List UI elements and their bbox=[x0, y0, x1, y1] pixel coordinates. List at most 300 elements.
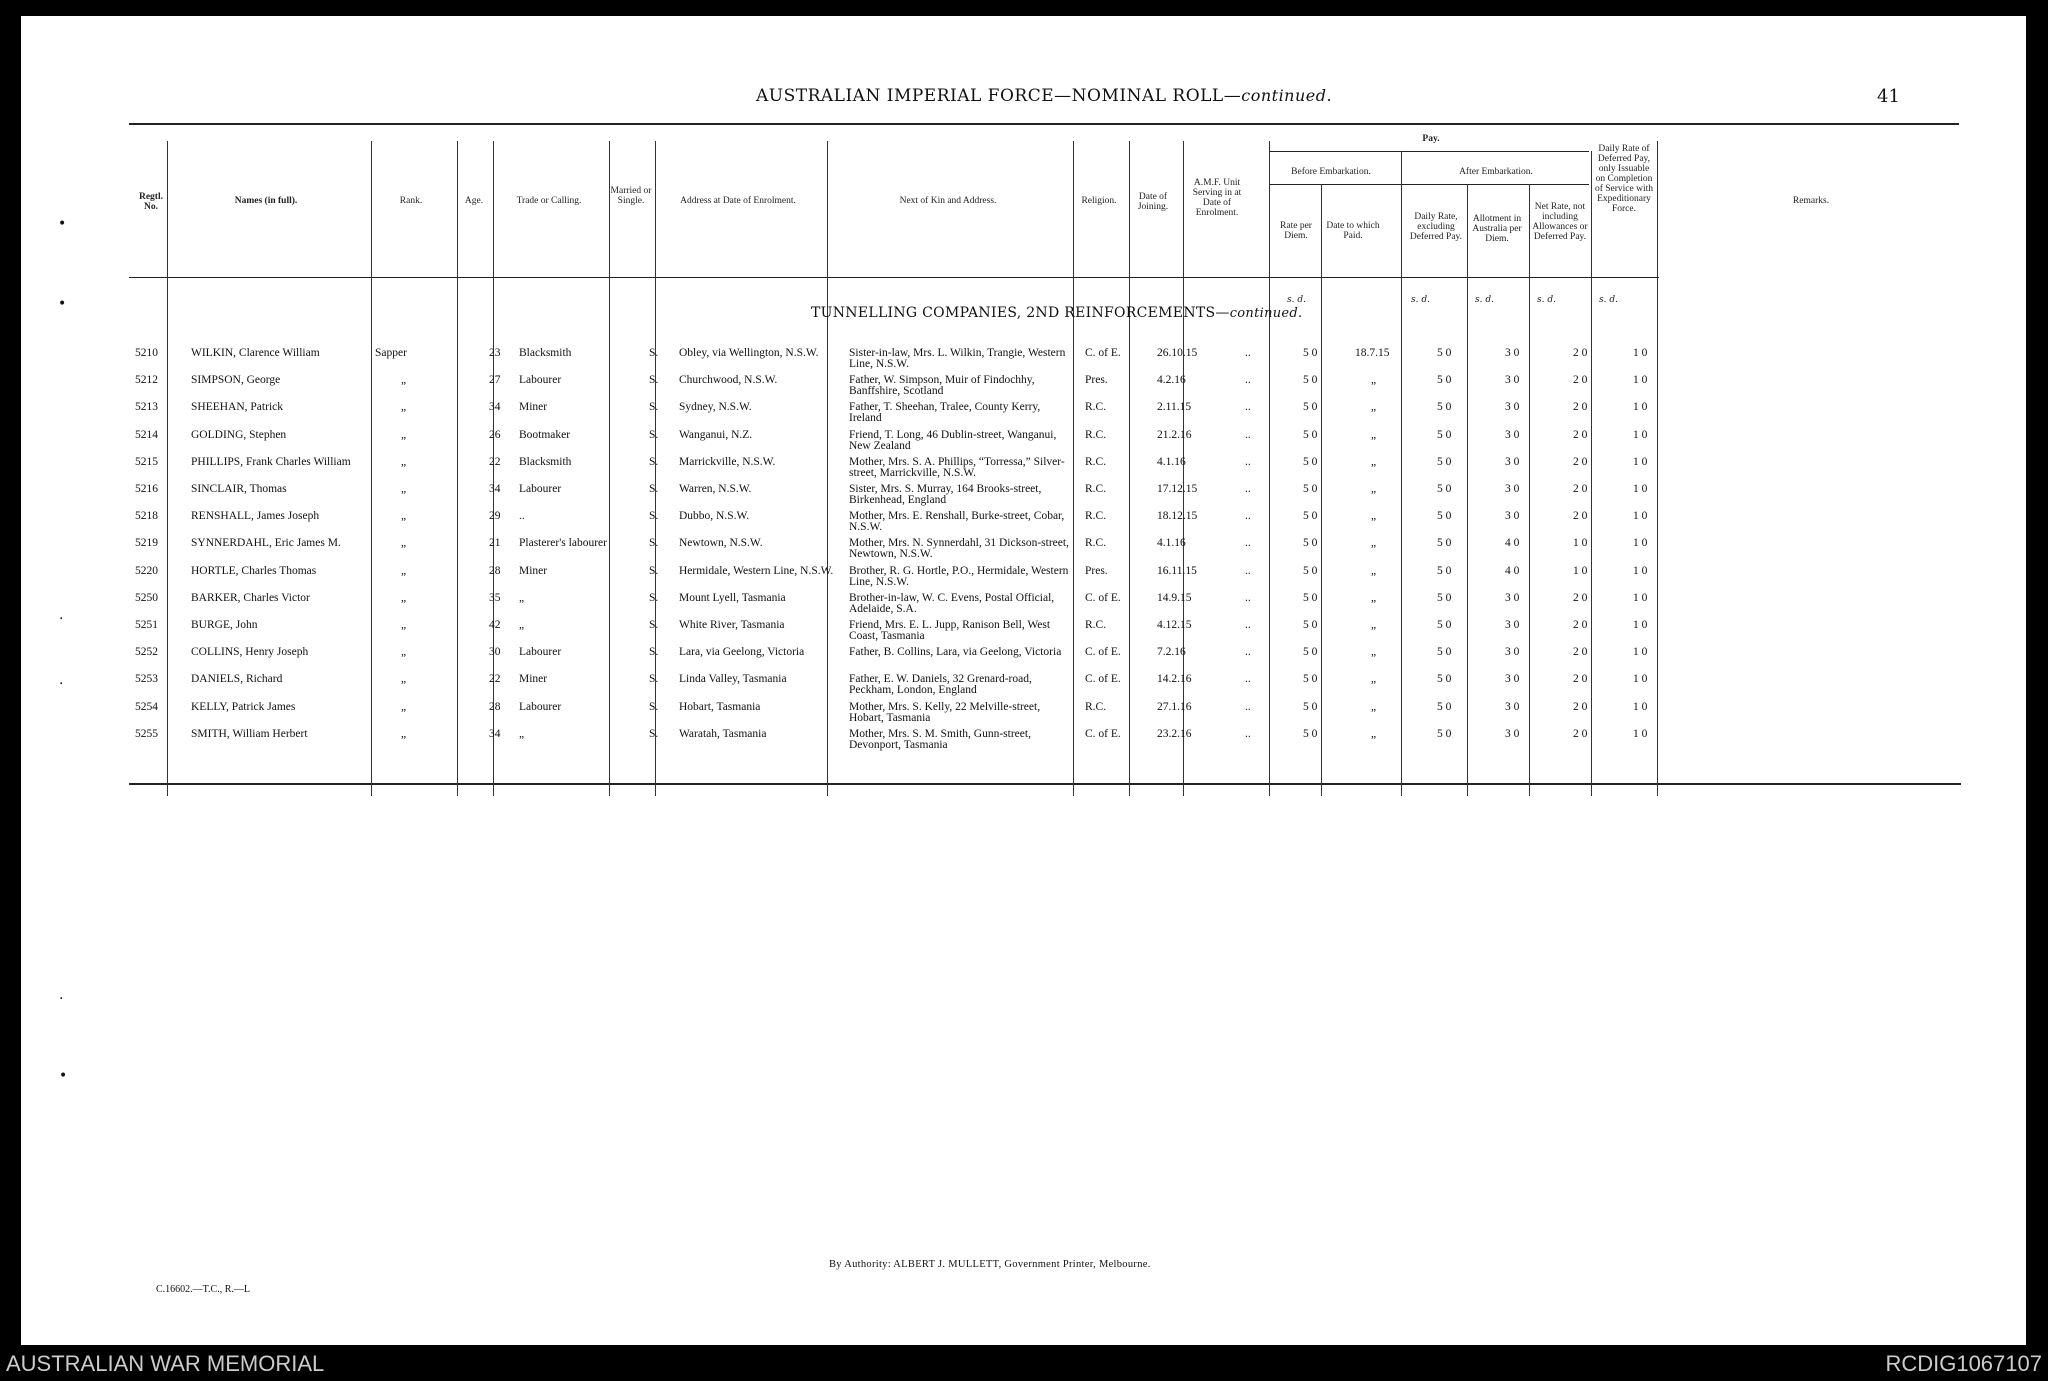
age: 23 bbox=[489, 347, 501, 359]
column-divider bbox=[1529, 184, 1530, 796]
address: Dubbo, N.S.W. bbox=[679, 510, 750, 523]
section-heading-continued: continued. bbox=[1229, 306, 1303, 321]
amf-unit: .. bbox=[1245, 591, 1251, 604]
rank: „ bbox=[401, 428, 407, 441]
net-rate: 1 0 bbox=[1573, 537, 1588, 550]
column-divider bbox=[1657, 141, 1658, 796]
unit-sd-label: s. d. bbox=[1475, 295, 1494, 305]
date-to-which-paid: „ bbox=[1371, 455, 1377, 468]
daily-rate: 5 0 bbox=[1437, 646, 1452, 659]
address: Sydney, N.S.W. bbox=[679, 401, 752, 414]
date-to-which-paid: „ bbox=[1371, 673, 1377, 686]
amf-unit: .. bbox=[1245, 428, 1251, 441]
address: Wanganui, N.Z. bbox=[679, 428, 753, 441]
marital-status: S. bbox=[649, 646, 659, 659]
amf-unit: .. bbox=[1245, 483, 1251, 495]
net-rate: 2 0 bbox=[1573, 374, 1588, 387]
rank: „ bbox=[401, 374, 407, 387]
net-rate: 2 0 bbox=[1573, 401, 1588, 414]
date-to-which-paid: „ bbox=[1371, 428, 1377, 441]
regtl-no: 5215 bbox=[135, 455, 158, 468]
col-married: Married or Single. bbox=[610, 186, 652, 206]
next-of-kin: Friend, T. Long, 46 Dublin-street, Wanganui, New Zealand bbox=[849, 428, 1057, 452]
unit-sd-label: s. d. bbox=[1411, 295, 1430, 305]
rate-per-diem: 5 0 bbox=[1303, 455, 1318, 468]
date-of-joining: 17.12.15 bbox=[1157, 483, 1198, 495]
deferred-pay: 1 0 bbox=[1633, 483, 1648, 495]
next-of-kin: Mother, Mrs. S. M. Smith, Gunn-street, Devonport, Tasmania bbox=[849, 727, 1031, 751]
page-title bbox=[756, 86, 1332, 106]
pay-rule bbox=[1269, 151, 1589, 152]
age: 22 bbox=[489, 455, 501, 468]
marital-status: S. bbox=[649, 347, 659, 359]
religion: R.C. bbox=[1085, 510, 1107, 523]
soldier-name: SINCLAIR, Thomas bbox=[191, 483, 287, 495]
religion: R.C. bbox=[1085, 700, 1107, 713]
rank: „ bbox=[401, 673, 407, 686]
net-rate: 2 0 bbox=[1573, 619, 1588, 631]
allotment: 3 0 bbox=[1505, 673, 1520, 686]
next-of-kin: Brother, R. G. Hortle, P.O., Hermidale, Western Line, N.S.W. bbox=[849, 564, 1069, 588]
date-to-which-paid: 18.7.15 bbox=[1355, 347, 1390, 359]
trade: Labourer bbox=[519, 374, 562, 387]
regtl-no: 5252 bbox=[135, 646, 158, 659]
col-before-embarkation: Before Embarkation. bbox=[1291, 167, 1371, 177]
col-deferred-pay: Daily Rate of Deferred Pay, only Issuable on Completion of Service with Expeditionary Force. bbox=[1594, 144, 1654, 214]
date-to-which-paid: „ bbox=[1371, 700, 1377, 713]
amf-unit: .. bbox=[1245, 374, 1251, 387]
daily-rate: 5 0 bbox=[1437, 455, 1452, 468]
section-heading-text: TUNNELLING COMPANIES, 2ND REINFORCEMENTS— bbox=[811, 305, 1230, 321]
amf-unit: .. bbox=[1245, 347, 1251, 359]
trade: .. bbox=[519, 510, 525, 523]
regtl-no: 5250 bbox=[135, 591, 158, 604]
address: Waratah, Tasmania bbox=[679, 727, 767, 740]
regtl-no: 5214 bbox=[135, 428, 158, 441]
column-divider bbox=[493, 141, 494, 796]
date-of-joining: 4.12.15 bbox=[1157, 619, 1192, 631]
religion: C. of E. bbox=[1085, 646, 1121, 659]
marital-status: S. bbox=[649, 510, 659, 523]
age: 30 bbox=[489, 646, 501, 659]
daily-rate: 5 0 bbox=[1437, 591, 1452, 604]
rate-per-diem: 5 0 bbox=[1303, 673, 1318, 686]
rank: „ bbox=[401, 564, 407, 577]
regtl-no: 5255 bbox=[135, 727, 158, 740]
age: 26 bbox=[489, 428, 501, 441]
allotment: 3 0 bbox=[1505, 591, 1520, 604]
unit-sd-label: s. d. bbox=[1287, 295, 1306, 305]
rank: „ bbox=[401, 510, 407, 523]
rate-per-diem: 5 0 bbox=[1303, 727, 1318, 740]
daily-rate: 5 0 bbox=[1437, 510, 1452, 523]
address: Lara, via Geelong, Victoria bbox=[679, 646, 805, 659]
date-of-joining: 27.1.16 bbox=[1157, 700, 1192, 713]
marital-status: S. bbox=[649, 455, 659, 468]
age: 42 bbox=[489, 619, 501, 631]
deferred-pay: 1 0 bbox=[1633, 455, 1648, 468]
next-of-kin: Father, W. Simpson, Muir of Findochhy, Banffshire, Scotland bbox=[849, 374, 1035, 398]
net-rate: 2 0 bbox=[1573, 646, 1588, 659]
date-to-which-paid: „ bbox=[1371, 727, 1377, 740]
margin-mark: • bbox=[59, 1068, 68, 1084]
rate-per-diem: 5 0 bbox=[1303, 700, 1318, 713]
column-divider bbox=[371, 141, 372, 796]
section-heading bbox=[811, 305, 1302, 321]
amf-unit: .. bbox=[1245, 727, 1251, 740]
document-page bbox=[21, 16, 2026, 1345]
rank: „ bbox=[401, 700, 407, 713]
religion: C. of E. bbox=[1085, 591, 1121, 604]
col-amf-unit: A.M.F. Unit Serving in at Date of Enrolment. bbox=[1192, 178, 1242, 218]
rate-per-diem: 5 0 bbox=[1303, 401, 1318, 414]
col-remarks: Remarks. bbox=[1792, 196, 1830, 206]
rate-per-diem: 5 0 bbox=[1303, 591, 1318, 604]
deferred-pay: 1 0 bbox=[1633, 564, 1648, 577]
rank: „ bbox=[401, 591, 407, 604]
rate-per-diem: 5 0 bbox=[1303, 347, 1318, 359]
col-date-joining: Date of Joining. bbox=[1137, 192, 1169, 212]
amf-unit: .. bbox=[1245, 401, 1251, 414]
col-allotment: Allotment in Australia per Diem. bbox=[1472, 214, 1522, 244]
date-of-joining: 14.2.16 bbox=[1157, 673, 1192, 686]
net-rate: 2 0 bbox=[1573, 510, 1588, 523]
deferred-pay: 1 0 bbox=[1633, 510, 1648, 523]
age: 28 bbox=[489, 564, 501, 577]
trade: Plasterer's labourer bbox=[519, 537, 607, 550]
archive-label: AUSTRALIAN WAR MEMORIAL bbox=[6, 1351, 325, 1376]
col-rank: Rank. bbox=[399, 196, 423, 206]
trade: Miner bbox=[519, 564, 548, 577]
amf-unit: .. bbox=[1245, 510, 1251, 523]
soldier-name: SMITH, William Herbert bbox=[191, 727, 308, 740]
table-bottom-rule bbox=[129, 783, 1961, 785]
daily-rate: 5 0 bbox=[1437, 727, 1452, 740]
net-rate: 2 0 bbox=[1573, 428, 1588, 441]
rate-per-diem: 5 0 bbox=[1303, 646, 1318, 659]
next-of-kin: Sister, Mrs. S. Murray, 164 Brooks-street, Birkenhead, England bbox=[849, 483, 1042, 506]
deferred-pay: 1 0 bbox=[1633, 673, 1648, 686]
next-of-kin: Sister-in-law, Mrs. L. Wilkin, Trangie, Western Line, N.S.W. bbox=[849, 347, 1066, 370]
margin-mark: • bbox=[58, 216, 67, 232]
date-to-which-paid: „ bbox=[1371, 591, 1377, 604]
regtl-no: 5218 bbox=[135, 510, 158, 523]
date-of-joining: 4.1.16 bbox=[1157, 537, 1186, 550]
daily-rate: 5 0 bbox=[1437, 700, 1452, 713]
amf-unit: .. bbox=[1245, 564, 1251, 577]
next-of-kin: Brother-in-law, W. C. Evens, Postal Official, Adelaide, S.A. bbox=[849, 591, 1055, 615]
unit-sd-label: s. d. bbox=[1599, 295, 1618, 305]
col-after-embarkation: After Embarkation. bbox=[1459, 167, 1533, 177]
date-of-joining: 14.9.15 bbox=[1157, 591, 1192, 604]
regtl-no: 5216 bbox=[135, 483, 158, 495]
trade: Blacksmith bbox=[519, 455, 572, 468]
deferred-pay: 1 0 bbox=[1633, 347, 1648, 359]
allotment: 3 0 bbox=[1505, 428, 1520, 441]
soldier-name: HORTLE, Charles Thomas bbox=[191, 564, 317, 577]
header-bottom-rule bbox=[129, 277, 1659, 278]
archive-id: RCDIG1067107 bbox=[1885, 1351, 2042, 1376]
rank: Sapper bbox=[375, 347, 407, 359]
trade: Labourer bbox=[519, 646, 562, 659]
soldier-name: SIMPSON, George bbox=[191, 374, 281, 387]
marital-status: S. bbox=[649, 564, 659, 577]
age: 34 bbox=[489, 401, 501, 414]
age: 27 bbox=[489, 374, 501, 387]
rank: „ bbox=[401, 401, 407, 414]
age: 35 bbox=[489, 591, 501, 604]
address: Linda Valley, Tasmania bbox=[679, 673, 787, 686]
date-of-joining: 16.11.15 bbox=[1157, 564, 1197, 577]
date-to-which-paid: „ bbox=[1371, 483, 1377, 495]
column-divider bbox=[655, 141, 656, 796]
date-of-joining: 4.1.16 bbox=[1157, 455, 1186, 468]
next-of-kin: Mother, Mrs. N. Synnerdahl, 31 Dickson-street, Newtown, N.S.W. bbox=[849, 537, 1069, 561]
net-rate: 2 0 bbox=[1573, 455, 1588, 468]
printer-authority: By Authority: ALBERT J. MULLETT, Government Printer, Melbourne. bbox=[829, 1259, 1151, 1270]
margin-mark: · bbox=[59, 991, 64, 1007]
soldier-name: SHEEHAN, Patrick bbox=[191, 401, 283, 414]
regtl-no: 5251 bbox=[135, 619, 158, 631]
religion: Pres. bbox=[1085, 564, 1108, 577]
age: 29 bbox=[489, 510, 501, 523]
column-divider bbox=[1591, 151, 1592, 796]
date-of-joining: 7.2.16 bbox=[1157, 646, 1186, 659]
address: Mount Lyell, Tasmania bbox=[679, 591, 786, 604]
next-of-kin: Friend, Mrs. E. L. Jupp, Ranison Bell, West Coast, Tasmania bbox=[849, 619, 1051, 642]
address: Obley, via Wellington, N.S.W. bbox=[679, 347, 819, 359]
column-divider bbox=[1269, 141, 1270, 796]
rank: „ bbox=[401, 455, 407, 468]
daily-rate: 5 0 bbox=[1437, 428, 1452, 441]
col-net-rate: Net Rate, not including Allowances or Deferred Pay. bbox=[1532, 202, 1588, 242]
daily-rate: 5 0 bbox=[1437, 374, 1452, 387]
column-divider bbox=[167, 141, 168, 796]
address: Hobart, Tasmania bbox=[679, 700, 761, 713]
trade: „ bbox=[519, 591, 525, 604]
religion: R.C. bbox=[1085, 455, 1107, 468]
rate-per-diem: 5 0 bbox=[1303, 619, 1318, 631]
deferred-pay: 1 0 bbox=[1633, 401, 1648, 414]
religion: Pres. bbox=[1085, 374, 1108, 387]
trade: „ bbox=[519, 619, 525, 631]
column-divider bbox=[1467, 184, 1468, 796]
rate-per-diem: 5 0 bbox=[1303, 537, 1318, 550]
soldier-name: COLLINS, Henry Joseph bbox=[191, 646, 309, 659]
regtl-no: 5220 bbox=[135, 564, 158, 577]
net-rate: 2 0 bbox=[1573, 483, 1588, 495]
net-rate: 2 0 bbox=[1573, 347, 1588, 359]
daily-rate: 5 0 bbox=[1437, 537, 1452, 550]
address: Churchwood, N.S.W. bbox=[679, 374, 778, 387]
marital-status: S. bbox=[649, 591, 659, 604]
religion: R.C. bbox=[1085, 619, 1107, 631]
rate-per-diem: 5 0 bbox=[1303, 428, 1318, 441]
trade: Miner bbox=[519, 673, 548, 686]
deferred-pay: 1 0 bbox=[1633, 591, 1648, 604]
column-divider bbox=[1183, 141, 1184, 796]
net-rate: 2 0 bbox=[1573, 673, 1588, 686]
marital-status: S. bbox=[649, 483, 659, 495]
age: 21 bbox=[489, 537, 501, 550]
net-rate: 2 0 bbox=[1573, 591, 1588, 604]
next-of-kin: Mother, Mrs. S. Kelly, 22 Melville-street, Hobart, Tasmania bbox=[849, 700, 1041, 724]
soldier-name: RENSHALL, James Joseph bbox=[191, 510, 320, 523]
religion: C. of E. bbox=[1085, 347, 1121, 359]
next-of-kin: Father, B. Collins, Lara, via Geelong, Victoria bbox=[849, 646, 1062, 659]
regtl-no: 5219 bbox=[135, 537, 158, 550]
amf-unit: .. bbox=[1245, 700, 1251, 713]
date-to-which-paid: „ bbox=[1371, 537, 1377, 550]
religion: R.C. bbox=[1085, 537, 1107, 550]
col-regtl-no: Regtl. No. bbox=[138, 192, 163, 212]
marital-status: S. bbox=[649, 619, 659, 631]
col-daily-rate: Daily Rate, excluding Deferred Pay. bbox=[1409, 212, 1463, 242]
column-divider bbox=[457, 141, 458, 796]
trade: Miner bbox=[519, 401, 548, 414]
allotment: 3 0 bbox=[1505, 510, 1520, 523]
margin-mark: • bbox=[58, 296, 67, 312]
age: 22 bbox=[489, 673, 501, 686]
amf-unit: .. bbox=[1245, 455, 1251, 468]
address: Marrickville, N.S.W. bbox=[679, 455, 776, 468]
daily-rate: 5 0 bbox=[1437, 401, 1452, 414]
allotment: 3 0 bbox=[1505, 646, 1520, 659]
soldier-name: DANIELS, Richard bbox=[191, 673, 283, 686]
page-number: 41 bbox=[1877, 86, 1900, 107]
col-trade: Trade or Calling. bbox=[516, 196, 582, 206]
column-divider bbox=[1129, 141, 1130, 796]
address: Warren, N.S.W. bbox=[679, 483, 752, 495]
marital-status: S. bbox=[649, 374, 659, 387]
rank: „ bbox=[401, 619, 407, 631]
address: White River, Tasmania bbox=[679, 619, 785, 631]
allotment: 3 0 bbox=[1505, 401, 1520, 414]
daily-rate: 5 0 bbox=[1437, 619, 1452, 631]
col-rate-per-diem: Rate per Diem. bbox=[1280, 221, 1312, 241]
deferred-pay: 1 0 bbox=[1633, 537, 1648, 550]
col-pay: Pay. bbox=[1422, 134, 1440, 144]
allotment: 4 0 bbox=[1505, 564, 1520, 577]
regtl-no: 5212 bbox=[135, 374, 158, 387]
soldier-name: BURGE, John bbox=[191, 619, 258, 631]
deferred-pay: 1 0 bbox=[1633, 374, 1648, 387]
allotment: 3 0 bbox=[1505, 455, 1520, 468]
religion: C. of E. bbox=[1085, 727, 1121, 740]
amf-unit: .. bbox=[1245, 537, 1251, 550]
rate-per-diem: 5 0 bbox=[1303, 483, 1318, 495]
rank: „ bbox=[401, 537, 407, 550]
allotment: 3 0 bbox=[1505, 619, 1520, 631]
daily-rate: 5 0 bbox=[1437, 673, 1452, 686]
soldier-name: SYNNERDAHL, Eric James M. bbox=[191, 537, 341, 550]
regtl-no: 5210 bbox=[135, 347, 158, 359]
deferred-pay: 1 0 bbox=[1633, 619, 1648, 631]
marital-status: S. bbox=[649, 401, 659, 414]
date-of-joining: 26.10.15 bbox=[1157, 347, 1198, 359]
age: 34 bbox=[489, 727, 501, 740]
amf-unit: .. bbox=[1245, 619, 1251, 631]
margin-mark: · bbox=[59, 676, 64, 692]
date-to-which-paid: „ bbox=[1371, 646, 1377, 659]
column-divider bbox=[1401, 151, 1402, 796]
daily-rate: 5 0 bbox=[1437, 483, 1452, 495]
deferred-pay: 1 0 bbox=[1633, 727, 1648, 740]
regtl-no: 5254 bbox=[135, 700, 158, 713]
next-of-kin: Father, E. W. Daniels, 32 Grenard-road, Peckham, London, England bbox=[849, 673, 1032, 697]
net-rate: 2 0 bbox=[1573, 727, 1588, 740]
next-of-kin: Mother, Mrs. E. Renshall, Burke-street, Cobar, N.S.W. bbox=[849, 510, 1065, 534]
address: Newtown, N.S.W. bbox=[679, 537, 763, 550]
deferred-pay: 1 0 bbox=[1633, 428, 1648, 441]
net-rate: 1 0 bbox=[1573, 564, 1588, 577]
margin-mark: · bbox=[59, 611, 64, 627]
trade: Labourer bbox=[519, 700, 562, 713]
next-of-kin: Mother, Mrs. S. A. Phillips, “Torressa,” Silver-street, Marrickville, N.S.W. bbox=[849, 455, 1065, 479]
soldier-name: GOLDING, Stephen bbox=[191, 428, 287, 441]
next-of-kin: Father, T. Sheehan, Tralee, County Kerry, Ireland bbox=[849, 401, 1041, 425]
col-address: Address at Date of Enrolment. bbox=[680, 196, 796, 206]
net-rate: 2 0 bbox=[1573, 700, 1588, 713]
religion: R.C. bbox=[1085, 428, 1107, 441]
col-next-of-kin: Next of Kin and Address. bbox=[899, 196, 997, 206]
amf-unit: .. bbox=[1245, 673, 1251, 686]
date-to-which-paid: „ bbox=[1371, 374, 1377, 387]
soldier-name: KELLY, Patrick James bbox=[191, 700, 296, 713]
marital-status: S. bbox=[649, 700, 659, 713]
deferred-pay: 1 0 bbox=[1633, 700, 1648, 713]
col-date-paid: Date to which Paid. bbox=[1326, 221, 1380, 241]
rank: „ bbox=[401, 727, 407, 740]
unit-sd-label: s. d. bbox=[1537, 295, 1556, 305]
column-divider bbox=[609, 141, 610, 796]
allotment: 3 0 bbox=[1505, 483, 1520, 495]
page-title-text: AUSTRALIAN IMPERIAL FORCE—NOMINAL ROLL— bbox=[756, 86, 1242, 106]
marital-status: S. bbox=[649, 673, 659, 686]
date-to-which-paid: „ bbox=[1371, 510, 1377, 523]
soldier-name: BARKER, Charles Victor bbox=[191, 591, 310, 604]
date-of-joining: 18.12.15 bbox=[1157, 510, 1198, 523]
daily-rate: 5 0 bbox=[1437, 347, 1452, 359]
column-divider bbox=[827, 141, 828, 796]
age: 28 bbox=[489, 700, 501, 713]
print-code: C.16602.—T.C., R.—L bbox=[156, 1284, 250, 1295]
rate-per-diem: 5 0 bbox=[1303, 510, 1318, 523]
trade: Labourer bbox=[519, 483, 562, 495]
daily-rate: 5 0 bbox=[1437, 564, 1452, 577]
date-to-which-paid: „ bbox=[1371, 564, 1377, 577]
date-of-joining: 2.11.15 bbox=[1157, 401, 1192, 414]
table-top-rule bbox=[129, 123, 1959, 125]
amf-unit: .. bbox=[1245, 646, 1251, 659]
rank: „ bbox=[401, 483, 407, 495]
rank: „ bbox=[401, 646, 407, 659]
address: Hermidale, Western Line, N.S.W. bbox=[679, 564, 834, 577]
date-to-which-paid: „ bbox=[1371, 401, 1377, 414]
date-to-which-paid: „ bbox=[1371, 619, 1377, 631]
soldier-name: PHILLIPS, Frank Charles William bbox=[191, 455, 351, 468]
allotment: 3 0 bbox=[1505, 700, 1520, 713]
allotment: 4 0 bbox=[1505, 537, 1520, 550]
trade: Bootmaker bbox=[519, 428, 571, 441]
religion: C. of E. bbox=[1085, 673, 1121, 686]
allotment: 3 0 bbox=[1505, 347, 1520, 359]
trade: Blacksmith bbox=[519, 347, 572, 359]
col-age: Age. bbox=[464, 196, 484, 206]
page-title-continued: continued. bbox=[1241, 86, 1333, 105]
rate-per-diem: 5 0 bbox=[1303, 564, 1318, 577]
age: 34 bbox=[489, 483, 501, 495]
